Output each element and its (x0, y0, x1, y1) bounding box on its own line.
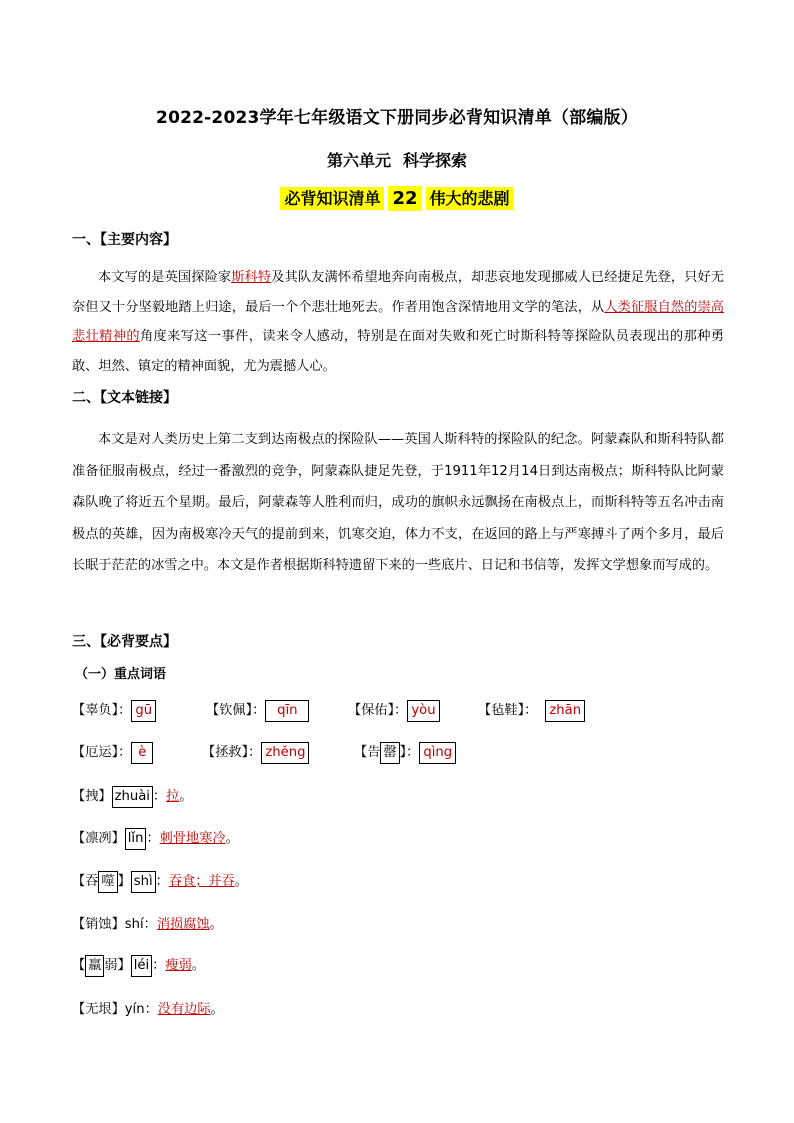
text-link-paragraph: 本文是对人类历史上第二支到达南极点的探险队——英国人斯科特的探险队的纪念。阿蒙森队和斯科特队都准备征服南极点，经过一番激烈的竞争，阿蒙森队捷足先登，于1911年12月14日到达南极点；斯科特队比阿蒙森队晚了将近五个星期。最后，阿蒙森等人胜利而归，成功的旗帜永远飘扬在南极点上，而斯科特等五名冲击南极点的英雄，因为南极寒冷天气的提前到来，饥寒交迫，体力不支，在返回的路上与严寒搏斗了两个多月，最后长眠于茫茫的冰雪之中。本文是作者根据斯科特遗留下来的一些底片、日记和书信等，发挥文学想象而写成的。 (72, 432, 724, 573)
lesson-prefix: 必背知识清单 (280, 187, 384, 210)
word-text: 凛冽 (85, 831, 112, 846)
p1-text-c: 及其队友满怀希望地奔向南极点，却悲哀地发现挪威人已经捷足先登，只好无奈但又十分坚毅地踏上归途，最后一个个悲壮地死去。作者用饱含深情地用文学的笔法，从 (72, 270, 725, 315)
char-box: 罄 (380, 742, 399, 764)
pinyin-box: qīn (265, 700, 309, 722)
period: 。 (210, 1002, 224, 1017)
lesson-name: 伟大的悲剧 (426, 187, 514, 210)
word-text: 弱 (104, 958, 118, 973)
definition: 拉 (166, 789, 180, 804)
word-text: 无垠 (85, 1002, 112, 1017)
definition: 刺骨地寒冷 (159, 831, 226, 846)
p1-highlight-spirit: 人类征服自然的崇高悲壮精神的 (72, 299, 724, 344)
word-item: 【毡鞋】： zhān (478, 699, 585, 722)
colon: ： (155, 874, 169, 889)
p1-text-e: 角度来写这一事件，读来令人感动，特别是在面对失败和死亡时斯科特等探险队员表现出的那种勇敢、坦然、镇定的精神面貌，尤为震撼人心。 (72, 329, 725, 374)
word-item: 【保佑】： yòu (348, 699, 440, 722)
word-text: 毡鞋 (491, 703, 518, 718)
pinyin-box: yòu (407, 700, 439, 722)
colon: ： (143, 917, 157, 932)
word-text: 销蚀 (85, 917, 112, 932)
subsection-key-words: （一）重点词语 (75, 667, 167, 682)
word-item: 【钦佩】： qīn (206, 699, 309, 722)
pinyin-box: shì (131, 871, 156, 893)
word-entry: 【凛冽】 lǐn ：刺骨地寒冷。 (72, 827, 239, 850)
word-text: 钦佩 (219, 703, 246, 718)
colon: ： (146, 831, 160, 846)
period: 。 (179, 789, 193, 804)
pinyin-text: yín (124, 1002, 145, 1017)
definition: 消损腐蚀 (156, 917, 210, 932)
word-item: 【厄运】： è (72, 741, 153, 764)
period: 。 (225, 831, 239, 846)
period: 。 (209, 917, 223, 932)
unit-heading (0, 148, 794, 171)
word-entry: 【无垠】yín：没有边际。 (72, 1002, 224, 1017)
pinyin-box: zhān (545, 700, 585, 722)
unit-name: 科学探索 (403, 151, 468, 170)
unit-label: 第六单元 (326, 151, 391, 170)
word-entry: 【销蚀】shí：消损腐蚀。 (72, 917, 223, 932)
word-text: 保佑 (361, 703, 388, 718)
main-content-paragraph (72, 263, 724, 381)
pinyin-box: léi (131, 955, 152, 977)
section-heading-main-content: 一、【主要内容】 (72, 232, 177, 248)
definition: 瘦弱 (165, 958, 192, 973)
word-text: 拽 (85, 789, 99, 804)
word-item: 【辜负】： gū (72, 699, 156, 722)
definition: 没有边际 (157, 1002, 211, 1017)
lesson-heading (0, 186, 794, 209)
pinyin-box: gū (131, 700, 156, 722)
char-box: 噬 (98, 871, 117, 893)
section-heading-text-link: 二、【文本链接】 (72, 390, 177, 406)
pinyin-box: è (131, 742, 153, 764)
word-text: 吞 (85, 874, 99, 889)
word-text: 厄运 (85, 745, 112, 760)
definition: 吞食；并吞 (168, 874, 235, 889)
period: 。 (191, 958, 205, 973)
colon: ： (152, 958, 166, 973)
p1-text-a: 本文写的是英国探险家 (98, 270, 232, 285)
word-item: 【拯救】： zhěng (202, 741, 309, 764)
word-item: 【告 罄 】： qìng (354, 741, 456, 764)
char-box: 羸 (85, 955, 104, 977)
period: 。 (234, 874, 248, 889)
document-title: 2022-2023学年七年级语文下册同步必背知识清单（部编版） (156, 108, 638, 128)
word-text: 告 (367, 745, 381, 760)
pinyin-box: zhěng (261, 742, 309, 764)
word-entry: 【吞 噬 】 shì ：吞食；并吞。 (72, 870, 248, 893)
pinyin-text: shí (124, 917, 144, 932)
lesson-number: 22 (388, 186, 421, 211)
pinyin-box: qìng (419, 742, 456, 764)
section-heading-key-points: 三、【必背要点】 (72, 634, 177, 650)
pinyin-box: zhuài (112, 786, 153, 808)
pinyin-box: lǐn (125, 828, 147, 850)
p1-highlight-scott: 斯科特 (231, 270, 272, 285)
colon: ： (152, 789, 167, 804)
word-text: 拯救 (215, 745, 242, 760)
colon: ： (144, 1002, 158, 1017)
word-text: 辜负 (85, 703, 112, 718)
word-entry: 【拽】 zhuài ：拉。 (72, 785, 193, 808)
word-entry: 【 羸 弱】 léi ：瘦弱。 (72, 954, 205, 977)
